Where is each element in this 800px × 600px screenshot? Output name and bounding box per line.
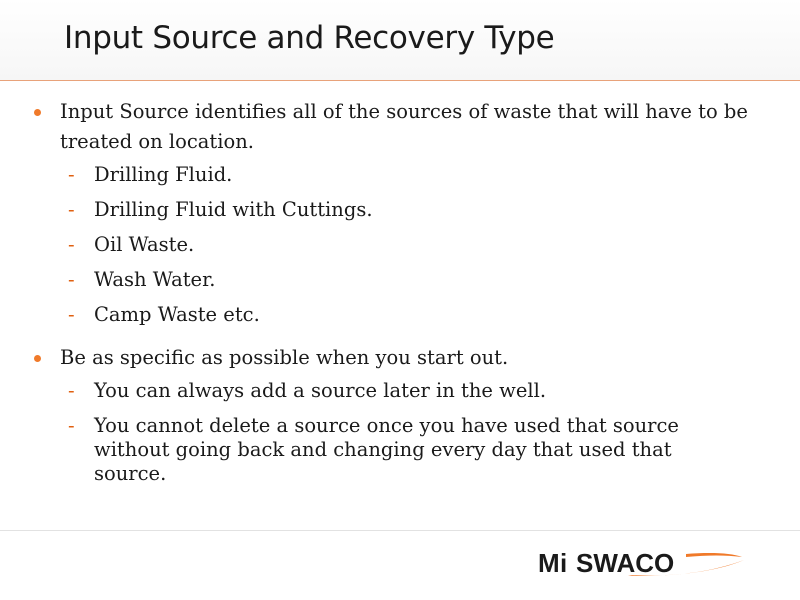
dash-icon: -	[68, 163, 75, 186]
sub-bullet-text: Wash Water.	[94, 268, 216, 291]
slide-content	[0, 97, 800, 486]
slide-title: Input Source and Recovery Type	[64, 20, 555, 56]
logo-letter-m: M	[538, 548, 560, 578]
sub-bullet-item	[0, 233, 800, 257]
sub-bullet-item	[0, 379, 800, 403]
bullet-dot-icon	[34, 355, 41, 362]
dash-icon: -	[68, 198, 75, 221]
sub-bullet-text: Camp Waste etc.	[94, 303, 260, 326]
sub-bullet-text: Drilling Fluid with Cuttings.	[94, 198, 373, 221]
sub-bullet-item	[0, 303, 800, 327]
sub-bullet-item	[0, 414, 800, 486]
dash-icon: -	[68, 414, 75, 437]
title-band	[0, 0, 800, 81]
bullet-item	[0, 97, 800, 157]
sub-bullet-text: You can always add a source later in the well.	[94, 379, 547, 402]
sub-bullet-item	[0, 268, 800, 292]
logo-letter-i: i	[560, 548, 568, 578]
sub-bullet-item	[0, 198, 800, 222]
footer-divider	[0, 530, 800, 531]
dash-icon: -	[68, 379, 75, 402]
dash-icon: -	[68, 233, 75, 256]
bullet-item	[0, 343, 800, 373]
sub-bullet-text: You cannot delete a source once you have used that source without going back and changing every day that used that source.	[94, 414, 679, 485]
bullet-dot-icon	[34, 109, 41, 116]
logo-swoosh-icon	[686, 553, 742, 557]
bullet-text: Input Source identifies all of the sources of waste that will have to be treated on location.	[60, 100, 748, 153]
dash-icon: -	[68, 268, 75, 291]
bullet-text: Be as specific as possible when you start out.	[60, 346, 509, 369]
dash-icon: -	[68, 303, 75, 326]
miswaco-logo	[536, 548, 746, 578]
sub-bullet-item	[0, 163, 800, 187]
sub-bullet-text: Oil Waste.	[94, 233, 195, 256]
logo-wordmark: SWACO	[576, 548, 675, 578]
sub-bullet-text: Drilling Fluid.	[94, 163, 233, 186]
